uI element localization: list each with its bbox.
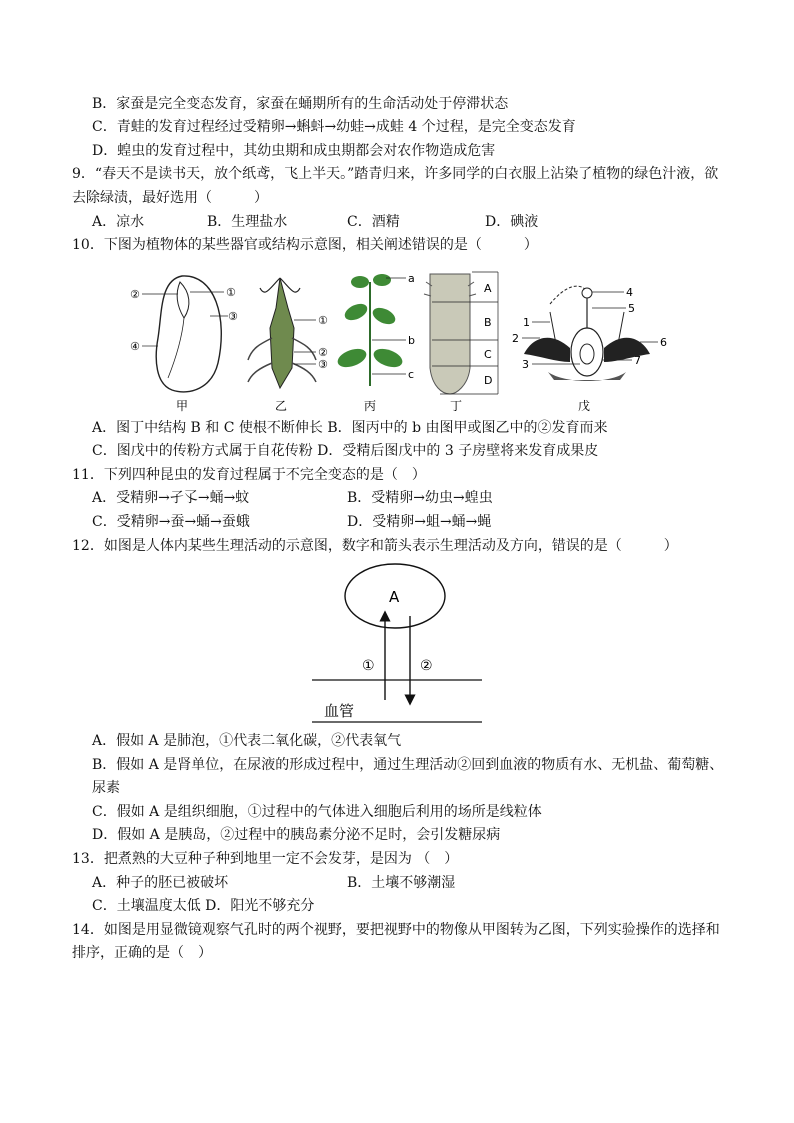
label-3: ③: [318, 358, 328, 371]
q13-option-a: A．种子的胚已被破坏: [92, 875, 229, 891]
figure-bing-plant: [335, 272, 415, 413]
q13-options-cd: C．土壤温度太低 D．阳光不够充分: [92, 898, 315, 914]
q10-stem: 10．下图为植物体的某些器官或结构示意图，相关阐述错误的是（ ）: [72, 237, 538, 253]
q13-option-b: B．土壤不够潮湿: [347, 875, 456, 891]
q12-figure: [310, 560, 490, 726]
label-B: B: [484, 316, 492, 329]
label-A: A: [389, 588, 400, 606]
caption-bing: 丙: [364, 399, 377, 413]
label-4: ④: [130, 340, 140, 353]
q12-option-b: B．假如 A 是肾单位，在尿液的形成过程中，通过生理活动②回到血液的物质有水、无机盐、葡萄糖、: [92, 757, 724, 773]
q11-option: D．受精卵→蛆→蛹→蝇: [347, 514, 492, 530]
label-1: ①: [318, 314, 328, 327]
q12-stem: 12．如图是人体内某些生理活动的示意图，数字和箭头表示生理活动及方向，错误的是（ ）: [72, 538, 678, 554]
q8-option-c: C．青蛙的发育过程经过受精卵→蝌蚪→幼蛙→成蛙 4 个过程，是完全变态发育: [92, 119, 576, 135]
q11-option: B．受精卵→幼虫→蝗虫: [347, 490, 493, 506]
q11-stem: 11．下列四种昆虫的发育过程属于不完全变态的是（ ）: [72, 467, 426, 483]
label-arrow-1: ①: [362, 658, 375, 674]
label-4: 4: [626, 286, 633, 299]
caption-ding: 丁: [450, 399, 463, 413]
q12-option-b-cont: 尿素: [92, 780, 120, 796]
label-2: ②: [318, 346, 328, 359]
label-1: ①: [226, 286, 236, 299]
label-c: c: [408, 368, 415, 381]
label-1: 1: [523, 316, 530, 329]
q10-options-ab: A．图丁中结构 B 和 C 使根不断伸长 B．图丙中的 b 由图甲或图乙中的②发育而来: [92, 420, 608, 436]
label-vessel: 血管: [324, 702, 355, 720]
q9-stem-cont: 去除绿渍，最好选用（ ）: [72, 190, 268, 206]
label-2: ②: [130, 288, 140, 301]
q8-option-d: D．蝗虫的发育过程中，其幼虫期和成虫期都会对农作物造成危害: [92, 143, 496, 159]
label-b: b: [408, 334, 415, 347]
label-3: ③: [228, 310, 238, 323]
label-3: 3: [522, 358, 529, 371]
q9-option: D．碘液: [485, 214, 539, 230]
q9-option: C．酒精: [347, 214, 400, 230]
q12-option-c: C．假如 A 是组织细胞，①过程中的气体进入细胞后利用的场所是线粒体: [92, 804, 542, 820]
q9-option: B．生理盐水: [207, 214, 288, 230]
label-D: D: [484, 374, 493, 387]
q11-option: A．受精卵→孑孓→蛹→蚊: [92, 490, 250, 506]
q12-option-a: A．假如 A 是肺泡，①代表二氧化碳，②代表氧气: [92, 733, 402, 749]
figure-jia-seed: [130, 276, 238, 413]
q14-stem: 14．如图是用显微镜观察气孔时的两个视野，要把视野中的物像从甲图转为乙图，下列实验操作的选择和: [72, 922, 720, 938]
figure-ding-root-tip: [424, 272, 498, 413]
label-a: a: [408, 272, 415, 285]
figure-yi-bud: [248, 278, 328, 413]
q14-stem-cont: 排序，正确的是（ ）: [72, 945, 212, 961]
caption-yi: 乙: [275, 399, 288, 413]
caption-jia: 甲: [176, 399, 189, 413]
q10-figure: [120, 268, 700, 416]
caption-wu: 戊: [578, 399, 591, 413]
label-5: 5: [628, 302, 635, 315]
label-7: 7: [634, 354, 641, 367]
q9-stem: 9．“春天不是读书天，放个纸鸢，飞上半天。”踏青归来，许多同学的白衣服上沾染了植物的绿色汁液，欲: [72, 166, 719, 182]
label-2: 2: [512, 332, 519, 345]
label-arrow-2: ②: [420, 658, 433, 674]
q10-options-cd: C．图戊中的传粉方式属于自花传粉 D．受精后图戊中的 3 子房壁将来发育成果皮: [92, 443, 599, 459]
label-6: 6: [660, 336, 667, 349]
q13-stem: 13．把煮熟的大豆种子种到地里一定不会发芽，是因为 （ ）: [72, 851, 459, 867]
q8-option-b: B．家蚕是完全变态发育，家蚕在蛹期所有的生命活动处于停滞状态: [92, 96, 509, 112]
figure-wu-flower: [512, 286, 667, 413]
q9-option: A．凉水: [92, 214, 145, 230]
q12-option-d: D．假如 A 是胰岛，②过程中的胰岛素分泌不足时，会引发糖尿病: [92, 827, 501, 843]
q11-option: C．受精卵→蚕→蛹→蚕蛾: [92, 514, 250, 530]
label-A: A: [484, 282, 492, 295]
label-C: C: [484, 348, 492, 361]
